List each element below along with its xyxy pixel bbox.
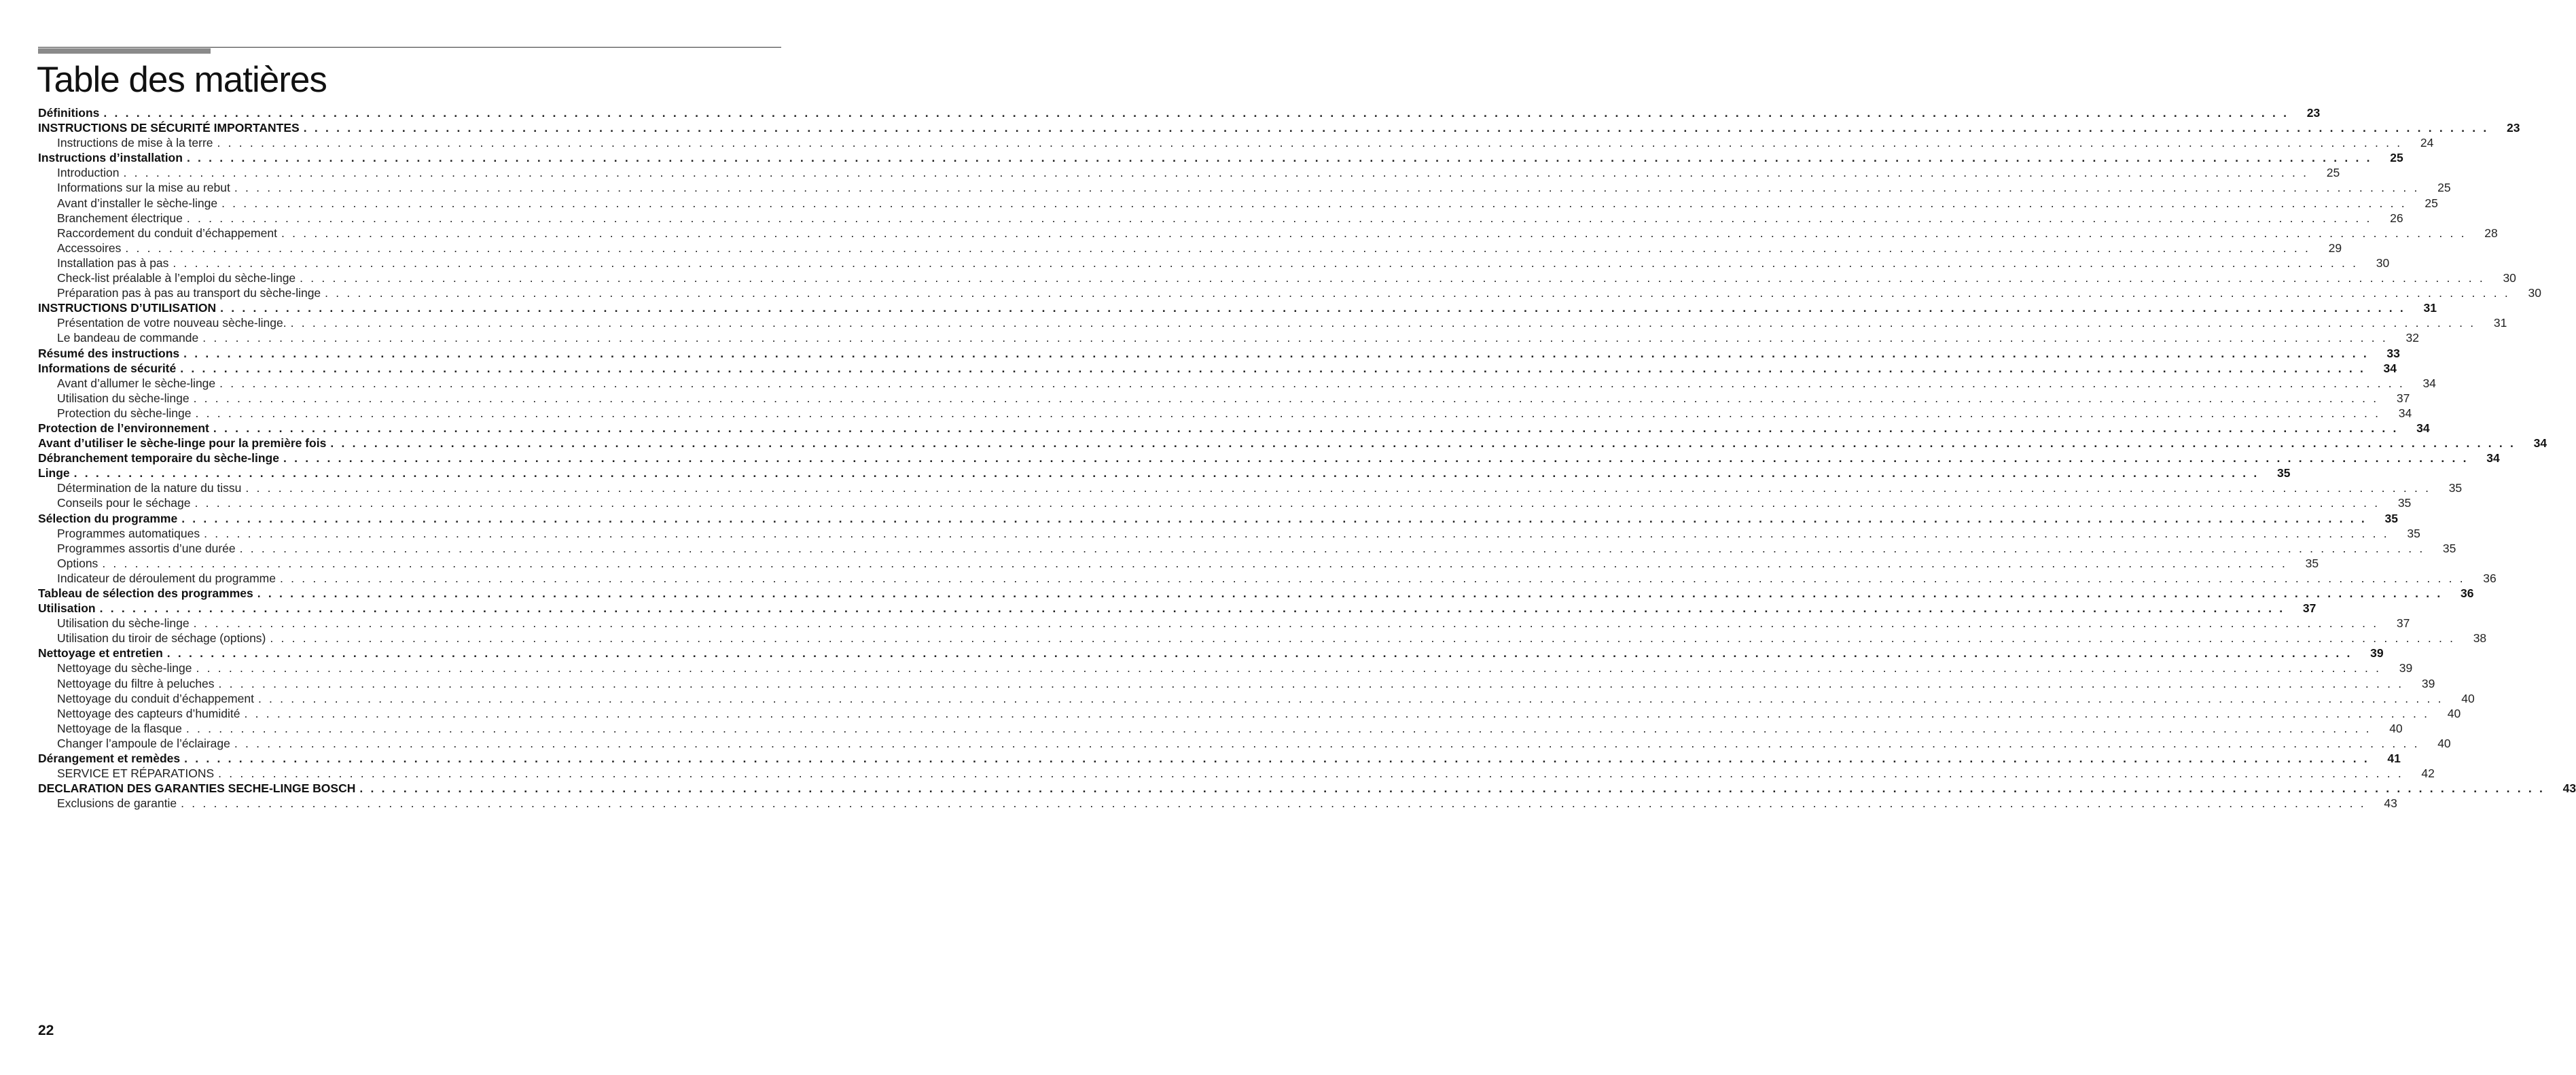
toc-subentry[interactable] bbox=[38, 796, 2397, 811]
toc-entry-page: 35 bbox=[2384, 511, 2398, 525]
toc-entry[interactable] bbox=[38, 451, 2500, 465]
toc-dot-leader: . . . . . . . . . . . . . . . . . . . . . . . . . . . . . . . . . . . . . . . . . . . . . . . . . . . . . . . . . . . . . . . . . . . . . . . . . . . . . . . . . . . . . . . . . . . . . . . . . . . . . . . . . . . . . . . . . . . . . . . . . . . . . . . . . . . . . . . . . . . . . . . . . . . . . . . . . . . . . . . . . . . . . . . . . . . . . . . . . . . . . . . . . . . . . . . . . . . . . . . . bbox=[217, 136, 2403, 150]
toc-entry-label: Accessoires bbox=[57, 241, 122, 255]
toc-dot-leader: . . . . . . . . . . . . . . . . . . . . . . . . . . . . . . . . . . . . . . . . . . . . . . . . . . . . . . . . . . . . . . . . . . . . . . . . . . . . . . . . . . . . . . . . . . . . . . . . . . . . . . . . . . . . . . . . . . . . . . . . . . . . . . . . . . . . . . . . . . . . . . . . . . . . . . . . . . . . . . . . . . . . . . . . . . . . . . . . . . . . . . . . . . . . . . . . . . . . . . . . bbox=[195, 406, 2381, 420]
toc-dot-leader: . . . . . . . . . . . . . . . . . . . . . . . . . . . . . . . . . . . . . . . . . . . . . . . . . . . . . . . . . . . . . . . . . . . . . . . . . . . . . . . . . . . . . . . . . . . . . . . . . . . . . . . . . . . . . . . . . . . . . . . . . . . . . . . . . . . . . . . . . . . . . . . . . . . . . . . . . . . . . . . . . . . . . . . . . . . . . . . . . . . . . . . . . . . . . . . . . . . . . . . . bbox=[123, 166, 2309, 180]
toc-entry-label: Nettoyage du sèche-linge bbox=[57, 661, 192, 675]
toc-entry-label: Protection de l’environnement bbox=[38, 421, 209, 435]
toc-entry-label: Options bbox=[57, 556, 99, 570]
toc-entry-label: Avant d’allumer le sèche-linge bbox=[57, 376, 216, 390]
toc-dot-leader: . . . . . . . . . . . . . . . . . . . . . . . . . . . . . . . . . . . . . . . . . . . . . . . . . . . . . . . . . . . . . . . . . . . . . . . . . . . . . . . . . . . . . . . . . . . . . . . . . . . . . . . . . . . . . . . . . . . . . . . . . . . . . . . . . . . . . . . . . . . . . . . . . . . . . . . . . . . . . . . . . . . . . . . . . . . . . . . . . . . . . . . . . . . . . . . . . . . . . . . . bbox=[303, 121, 2489, 135]
toc-entry-page: 30 bbox=[2528, 286, 2541, 300]
toc-entry-label: Débranchement temporaire du sèche-linge bbox=[38, 451, 279, 465]
toc-entry-label: Informations sur la mise au rebut bbox=[57, 181, 230, 195]
toc-subentry[interactable] bbox=[38, 406, 2412, 421]
toc-entry-page: 34 bbox=[2486, 451, 2500, 465]
toc-subentry[interactable] bbox=[38, 376, 2436, 391]
toc-subentry[interactable] bbox=[38, 541, 2456, 556]
toc-dot-leader: . . . . . . . . . . . . . . . . . . . . . . . . . . . . . . . . . . . . . . . . . . . . . . . . . . . . . . . . . . . . . . . . . . . . . . . . . . . . . . . . . . . . . . . . . . . . . . . . . . . . . . . . . . . . . . . . . . . . . . . . . . . . . . . . . . . . . . . . . . . . . . . . . . . . . . . . . . . . . . . . . . . . . . . . . . . . . . . . . . . . . . . . . . . . . . . . . . . . . . . . bbox=[330, 436, 2516, 451]
toc-dot-leader: . . . . . . . . . . . . . . . . . . . . . . . . . . . . . . . . . . . . . . . . . . . . . . . . . . . . . . . . . . . . . . . . . . . . . . . . . . . . . . . . . . . . . . . . . . . . . . . . . . . . . . . . . . . . . . . . . . . . . . . . . . . . . . . . . . . . . . . . . . . . . . . . . . . . . . . . . . . . . . . . . . . . . . . . . . . . . . . . . . . . . . . . . . . . . . . . . . . . . . . . bbox=[125, 241, 2311, 255]
toc-entry-page: 43 bbox=[2562, 781, 2576, 796]
toc-entry-label: Changer l’ampoule de l’éclairage bbox=[57, 736, 230, 750]
toc-subentry[interactable] bbox=[38, 721, 2403, 736]
toc-entry-label: Sélection du programme bbox=[38, 511, 178, 525]
toc-entry-page: 25 bbox=[2425, 196, 2438, 210]
toc-entry-label: Préparation pas à pas au transport du sèche-linge bbox=[57, 286, 321, 300]
toc-dot-leader: . . . . . . . . . . . . . . . . . . . . . . . . . . . . . . . . . . . . . . . . . . . . . . . . . . . . . . . . . . . . . . . . . . . . . . . . . . . . . . . . . . . . . . . . . . . . . . . . . . . . . . . . . . . . . . . . . . . . . . . . . . . . . . . . . . . . . . . . . . . . . . . . . . . . . . . . . . . . . . . . . . . . . . . . . . . . . . . . . . . . . . . . . . . . . . . . . . . . . . . . bbox=[185, 721, 2372, 735]
toc-entry-label: Protection du sèche-linge bbox=[57, 406, 192, 420]
toc-entry-page: 35 bbox=[2305, 556, 2319, 570]
toc-dot-leader: . . . . . . . . . . . . . . . . . . . . . . . . . . . . . . . . . . . . . . . . . . . . . . . . . . . . . . . . . . . . . . . . . . . . . . . . . . . . . . . . . . . . . . . . . . . . . . . . . . . . . . . . . . . . . . . . . . . . . . . . . . . . . . . . . . . . . . . . . . . . . . . . . . . . . . . . . . . . . . . . . . . . . . . . . . . . . . . . . . . . . . . . . . . . . . . . . . . . . . . . bbox=[281, 226, 2467, 240]
toc-entry-label: Programmes automatiques bbox=[57, 526, 200, 540]
toc-dot-leader: . . . . . . . . . . . . . . . . . . . . . . . . . . . . . . . . . . . . . . . . . . . . . . . . . . . . . . . . . . . . . . . . . . . . . . . . . . . . . . . . . . . . . . . . . . . . . . . . . . . . . . . . . . . . . . . . . . . . . . . . . . . . . . . . . . . . . . . . . . . . . . . . . . . . . . . . . . . . . . . . . . . . . . . . . . . . . . . . . . . . . . . . . . . . . . . . . . . . . . . . bbox=[186, 151, 2372, 165]
toc-entry-label: Utilisation du sèche-linge bbox=[57, 616, 190, 631]
toc-dot-leader: . . . . . . . . . . . . . . . . . . . . . . . . . . . . . . . . . . . . . . . . . . . . . . . . . . . . . . . . . . . . . . . . . . . . . . . . . . . . . . . . . . . . . . . . . . . . . . . . . . . . . . . . . . . . . . . . . . . . . . . . . . . . . . . . . . . . . . . . . . . . . . . . . . . . . . . . . . . . . . . . . . . . . . . . . . . . . . . . . . . . . . . . . . . . . . . . . . . . . . . . bbox=[193, 391, 2379, 405]
page-number: 22 bbox=[38, 1023, 54, 1038]
header-rule bbox=[38, 47, 781, 48]
toc-entry-label: Dérangement et remèdes bbox=[38, 752, 181, 766]
toc-entry-page: 35 bbox=[2442, 541, 2456, 555]
toc-entry-page: 37 bbox=[2302, 601, 2316, 616]
toc-entry-label: Présentation de votre nouveau sèche-linge. bbox=[57, 316, 287, 330]
toc-dot-leader: . . . . . . . . . . . . . . . . . . . . . . . . . . . . . . . . . . . . . . . . . . . . . . . . . . . . . . . . . . . . . . . . . . . . . . . . . . . . . . . . . . . . . . . . . . . . . . . . . . . . . . . . . . . . . . . . . . . . . . . . . . . . . . . . . . . . . . . . . . . . . . . . . . . . . . . . . . . . . . . . . . . . . . . . . . . . . . . . . . . . . . . . . . . . . . . . . . . . . . . . bbox=[300, 271, 2485, 285]
toc-entry-label: Utilisation du sèche-linge bbox=[57, 391, 190, 405]
toc-entry-label: INSTRUCTIONS DE SÉCURITÉ IMPORTANTES bbox=[38, 121, 300, 135]
toc-dot-leader: . . . . . . . . . . . . . . . . . . . . . . . . . . . . . . . . . . . . . . . . . . . . . . . . . . . . . . . . . . . . . . . . . . . . . . . . . . . . . . . . . . . . . . . . . . . . . . . . . . . . . . . . . . . . . . . . . . . . . . . . . . . . . . . . . . . . . . . . . . . . . . . . . . . . . . . . . . . . . . . . . . . . . . . . . . . . . . . . . . . . . . . . . . . . . . . . . . . . . . . . bbox=[186, 211, 2372, 225]
toc-subentry[interactable] bbox=[38, 226, 2498, 241]
toc-entry-page: 31 bbox=[2493, 316, 2507, 330]
toc-entry-label: Conseils pour le séchage bbox=[57, 496, 191, 510]
toc-subentry[interactable] bbox=[38, 571, 2497, 586]
toc-entry-page: 34 bbox=[2383, 361, 2397, 375]
toc-entry-page: 30 bbox=[2376, 255, 2390, 270]
toc-entry-page: 40 bbox=[2447, 706, 2461, 720]
toc-entry-label: Linge bbox=[38, 466, 70, 480]
toc-entry[interactable] bbox=[38, 646, 2384, 660]
toc-entry-page: 34 bbox=[2533, 436, 2547, 451]
toc-entry-page: 24 bbox=[2420, 136, 2434, 150]
toc-entry-page: 36 bbox=[2461, 586, 2474, 600]
toc-entry-page: 41 bbox=[2387, 752, 2401, 766]
toc-dot-leader: . . . . . . . . . . . . . . . . . . . . . . . . . . . . . . . . . . . . . . . . . . . . . . . . . . . . . . . . . . . . . . . . . . . . . . . . . . . . . . . . . . . . . . . . . . . . . . . . . . . . . . . . . . . . . . . . . . . . . . . . . . . . . . . . . . . . . . . . . . . . . . . . . . . . . . . . . . . . . . . . . . . . . . . . . . . . . . . . . . . . . . . . . . . . . . . . . . . . . . . . bbox=[218, 676, 2404, 690]
toc-entry[interactable] bbox=[38, 361, 2397, 376]
toc-entry-page: 37 bbox=[2396, 616, 2410, 631]
toc-entry-label: Check-list préalable à l’emploi du sèche-linge bbox=[57, 271, 296, 285]
toc-entry-label: Nettoyage du filtre à peluches bbox=[57, 676, 215, 690]
toc-entry[interactable] bbox=[38, 105, 2321, 120]
toc-dot-leader: . . . . . . . . . . . . . . . . . . . . . . . . . . . . . . . . . . . . . . . . . . . . . . . . . . . . . . . . . . . . . . . . . . . . . . . . . . . . . . . . . . . . . . . . . . . . . . . . . . . . . . . . . . . . . . . . . . . . . . . . . . . . . . . . . . . . . . . . . . . . . . . . . . . . . . . . . . . . . . . . . . . . . . . . . . . . . . . . . . . . . . . . . . . . . . . . . . . . . . . . bbox=[166, 646, 2353, 660]
toc-entry-label: Raccordement du conduit d’échappement bbox=[57, 226, 277, 240]
toc-subentry[interactable] bbox=[38, 736, 2451, 751]
toc-subentry[interactable] bbox=[38, 676, 2435, 691]
toc-entry-page: 43 bbox=[2384, 796, 2397, 811]
table-of-contents bbox=[38, 105, 2576, 811]
toc-dot-leader: . . . . . . . . . . . . . . . . . . . . . . . . . . . . . . . . . . . . . . . . . . . . . . . . . . . . . . . . . . . . . . . . . . . . . . . . . . . . . . . . . . . . . . . . . . . . . . . . . . . . . . . . . . . . . . . . . . . . . . . . . . . . . . . . . . . . . . . . . . . . . . . . . . . . . . . . . . . . . . . . . . . . . . . . . . . . . . . . . . . . . . . . . . . . . . . . . . . . . . . . bbox=[173, 255, 2359, 270]
toc-subentry[interactable] bbox=[38, 616, 2410, 631]
toc-entry-label: Installation pas à pas bbox=[57, 255, 169, 270]
toc-dot-leader: . . . . . . . . . . . . . . . . . . . . . . . . . . . . . . . . . . . . . . . . . . . . . . . . . . . . . . . . . . . . . . . . . . . . . . . . . . . . . . . . . . . . . . . . . . . . . . . . . . . . . . . . . . . . . . . . . . . . . . . . . . . . . . . . . . . . . . . . . . . . . . . . . . . . . . . . . . . . . . . . . . . . . . . . . . . . . . . . . . . . . . . . . . . . . . . . . . . . . . . . bbox=[244, 706, 2430, 720]
toc-dot-leader: . . . . . . . . . . . . . . . . . . . . . . . . . . . . . . . . . . . . . . . . . . . . . . . . . . . . . . . . . . . . . . . . . . . . . . . . . . . . . . . . . . . . . . . . . . . . . . . . . . . . . . . . . . . . . . . . . . . . . . . . . . . . . . . . . . . . . . . . . . . . . . . . . . . . . . . . . . . . . . . . . . . . . . . . . . . . . . . . . . . . . . . . . . . . . . . . . . . . . . . . bbox=[257, 586, 2443, 600]
toc-entry-page: 25 bbox=[2326, 166, 2340, 180]
toc-entry[interactable] bbox=[38, 421, 2430, 436]
toc-entry-label: Indicateur de déroulement du programme bbox=[57, 571, 276, 585]
toc-dot-leader: . . . . . . . . . . . . . . . . . . . . . . . . . . . . . . . . . . . . . . . . . . . . . . . . . . . . . . . . . . . . . . . . . . . . . . . . . . . . . . . . . . . . . . . . . . . . . . . . . . . . . . . . . . . . . . . . . . . . . . . . . . . . . . . . . . . . . . . . . . . . . . . . . . . . . . . . . . . . . . . . . . . . . . . . . . . . . . . . . . . . . . . . . . . . . . . . . . . . . . . . bbox=[234, 736, 2420, 750]
toc-dot-leader: . . . . . . . . . . . . . . . . . . . . . . . . . . . . . . . . . . . . . . . . . . . . . . . . . . . . . . . . . . . . . . . . . . . . . . . . . . . . . . . . . . . . . . . . . . . . . . . . . . . . . . . . . . . . . . . . . . . . . . . . . . . . . . . . . . . . . . . . . . . . . . . . . . . . . . . . . . . . . . . . . . . . . . . . . . . . . . . . . . . . . . . . . . . . . . . . . . . . . . . . bbox=[359, 781, 2545, 796]
toc-dot-leader: . . . . . . . . . . . . . . . . . . . . . . . . . . . . . . . . . . . . . . . . . . . . . . . . . . . . . . . . . . . . . . . . . . . . . . . . . . . . . . . . . . . . . . . . . . . . . . . . . . . . . . . . . . . . . . . . . . . . . . . . . . . . . . . . . . . . . . . . . . . . . . . . . . . . . . . . . . . . . . . . . . . . . . . . . . . . . . . . . . . . . . . . . . . . . . . . . . . . . . . . bbox=[257, 691, 2444, 705]
toc-dot-leader: . . . . . . . . . . . . . . . . . . . . . . . . . . . . . . . . . . . . . . . . . . . . . . . . . . . . . . . . . . . . . . . . . . . . . . . . . . . . . . . . . . . . . . . . . . . . . . . . . . . . . . . . . . . . . . . . . . . . . . . . . . . . . . . . . . . . . . . . . . . . . . . . . . . . . . . . . . . . . . . . . . . . . . . . . . . . . . . . . . . . . . . . . . . . . . . . . . . . . . . . bbox=[234, 181, 2420, 195]
toc-subentry[interactable] bbox=[38, 165, 2340, 180]
toc-dot-leader: . . . . . . . . . . . . . . . . . . . . . . . . . . . . . . . . . . . . . . . . . . . . . . . . . . . . . . . . . . . . . . . . . . . . . . . . . . . . . . . . . . . . . . . . . . . . . . . . . . . . . . . . . . . . . . . . . . . . . . . . . . . . . . . . . . . . . . . . . . . . . . . . . . . . . . . . . . . . . . . . . . . . . . . . . . . . . . . . . . . . . . . . . . . . . . . . . . . . . . . . bbox=[183, 346, 2369, 360]
toc-entry-label: Tableau de sélection des programmes bbox=[38, 586, 253, 600]
toc-dot-leader: . . . . . . . . . . . . . . . . . . . . . . . . . . . . . . . . . . . . . . . . . . . . . . . . . . . . . . . . . . . . . . . . . . . . . . . . . . . . . . . . . . . . . . . . . . . . . . . . . . . . . . . . . . . . . . . . . . . . . . . . . . . . . . . . . . . . . . . . . . . . . . . . . . . . . . . . . . . . . . . . . . . . . . . . . . . . . . . . . . . . . . . . . . . . . . . . . . . . . . . . bbox=[184, 752, 2369, 766]
toc-subentry[interactable] bbox=[38, 556, 2319, 571]
toc-entry-page: 32 bbox=[2405, 331, 2419, 345]
toc-dot-leader: . . . . . . . . . . . . . . . . . . . . . . . . . . . . . . . . . . . . . . . . . . . . . . . . . . . . . . . . . . . . . . . . . . . . . . . . . . . . . . . . . . . . . . . . . . . . . . . . . . . . . . . . . . . . . . . . . . . . . . . . . . . . . . . . . . . . . . . . . . . . . . . . . . . . . . . . . . . . . . . . . . . . . . . . . . . . . . . . . . . . . . . . . . . . . . . . . . . . . . . . bbox=[194, 496, 2380, 510]
toc-entry-page: 35 bbox=[2397, 496, 2412, 510]
toc-entry-page: 33 bbox=[2386, 346, 2400, 360]
toc-dot-leader: . . . . . . . . . . . . . . . . . . . . . . . . . . . . . . . . . . . . . . . . . . . . . . . . . . . . . . . . . . . . . . . . . . . . . . . . . . . . . . . . . . . . . . . . . . . . . . . . . . . . . . . . . . . . . . . . . . . . . . . . . . . . . . . . . . . . . . . . . . . . . . . . . . . . . . . . . . . . . . . . . . . . . . . . . . . . . . . . . . . . . . . . . . . . . . . . . . . . . . . . bbox=[245, 481, 2431, 495]
toc-entry[interactable] bbox=[38, 150, 2403, 165]
toc-entry-label: Détermination de la nature du tissu bbox=[57, 481, 242, 495]
toc-dot-leader: . . . . . . . . . . . . . . . . . . . . . . . . . . . . . . . . . . . . . . . . . . . . . . . . . . . . . . . . . . . . . . . . . . . . . . . . . . . . . . . . . . . . . . . . . . . . . . . . . . . . . . . . . . . . . . . . . . . . . . . . . . . . . . . . . . . . . . . . . . . . . . . . . . . . . . . . . . . . . . . . . . . . . . . . . . . . . . . . . . . . . . . . . . . . . . . . . . . . . . . . bbox=[325, 286, 2510, 300]
toc-entry[interactable] bbox=[38, 120, 2520, 135]
toc-entry-page: 25 bbox=[2390, 151, 2403, 165]
toc-entry[interactable] bbox=[38, 300, 2437, 315]
toc-dot-leader: . . . . . . . . . . . . . . . . . . . . . . . . . . . . . . . . . . . . . . . . . . . . . . . . . . . . . . . . . . . . . . . . . . . . . . . . . . . . . . . . . . . . . . . . . . . . . . . . . . . . . . . . . . . . . . . . . . . . . . . . . . . . . . . . . . . . . . . . . . . . . . . . . . . . . . . . . . . . . . . . . . . . . . . . . . . . . . . . . . . . . . . . . . . . . . . . . . . . . . . . bbox=[239, 541, 2425, 555]
toc-entry-page: 25 bbox=[2437, 181, 2451, 195]
toc-dot-leader: . . . . . . . . . . . . . . . . . . . . . . . . . . . . . . . . . . . . . . . . . . . . . . . . . . . . . . . . . . . . . . . . . . . . . . . . . . . . . . . . . . . . . . . . . . . . . . . . . . . . . . . . . . . . . . . . . . . . . . . . . . . . . . . . . . . . . . . . . . . . . . . . . . . . . . . . . . . . . . . . . . . . . . . . . . . . . . . . . . . . . . . . . . . . . . . . . . . . . . . . bbox=[103, 106, 2289, 120]
toc-dot-leader: . . . . . . . . . . . . . . . . . . . . . . . . . . . . . . . . . . . . . . . . . . . . . . . . . . . . . . . . . . . . . . . . . . . . . . . . . . . . . . . . . . . . . . . . . . . . . . . . . . . . . . . . . . . . . . . . . . . . . . . . . . . . . . . . . . . . . . . . . . . . . . . . . . . . . . . . . . . . . . . . . . . . . . . . . . . . . . . . . . . . . . . . . . . . . . . . . . . . . . . . bbox=[213, 421, 2399, 435]
toc-subentry[interactable] bbox=[38, 211, 2403, 226]
toc-subentry[interactable] bbox=[38, 631, 2487, 646]
toc-subentry[interactable] bbox=[38, 391, 2410, 406]
toc-subentry[interactable] bbox=[38, 330, 2419, 345]
toc-subentry[interactable] bbox=[38, 526, 2420, 541]
toc-entry-label: DECLARATION DES GARANTIES SECHE-LINGE BOSCH bbox=[38, 781, 356, 796]
toc-entry-page: 36 bbox=[2483, 571, 2497, 585]
toc-entry-label: Le bandeau de commande bbox=[57, 331, 199, 345]
toc-subentry[interactable] bbox=[38, 241, 2342, 255]
toc-subentry[interactable] bbox=[38, 766, 2435, 781]
toc-entry-label: Nettoyage et entretien bbox=[38, 646, 163, 660]
toc-entry-label: Avant d’utiliser le sèche-linge pour la première fois bbox=[38, 436, 327, 451]
toc-subentry[interactable] bbox=[38, 270, 2516, 285]
toc-entry[interactable] bbox=[38, 586, 2474, 601]
toc-entry-label: INSTRUCTIONS D’UTILISATION bbox=[38, 301, 217, 315]
toc-entry-page: 30 bbox=[2503, 271, 2516, 285]
toc-subentry[interactable] bbox=[38, 706, 2461, 721]
toc-dot-leader: . . . . . . . . . . . . . . . . . . . . . . . . . . . . . . . . . . . . . . . . . . . . . . . . . . . . . . . . . . . . . . . . . . . . . . . . . . . . . . . . . . . . . . . . . . . . . . . . . . . . . . . . . . . . . . . . . . . . . . . . . . . . . . . . . . . . . . . . . . . . . . . . . . . . . . . . . . . . . . . . . . . . . . . . . . . . . . . . . . . . . . . . . . . . . . . . . . . . . . . . bbox=[181, 796, 2366, 811]
toc-dot-leader: . . . . . . . . . . . . . . . . . . . . . . . . . . . . . . . . . . . . . . . . . . . . . . . . . . . . . . . . . . . . . . . . . . . . . . . . . . . . . . . . . . . . . . . . . . . . . . . . . . . . . . . . . . . . . . . . . . . . . . . . . . . . . . . . . . . . . . . . . . . . . . . . . . . . . . . . . . . . . . . . . . . . . . . . . . . . . . . . . . . . . . . . . . . . . . . . . . . . . . . . bbox=[202, 331, 2388, 345]
toc-entry-page: 23 bbox=[2507, 121, 2520, 135]
toc-dot-leader: . . . . . . . . . . . . . . . . . . . . . . . . . . . . . . . . . . . . . . . . . . . . . . . . . . . . . . . . . . . . . . . . . . . . . . . . . . . . . . . . . . . . . . . . . . . . . . . . . . . . . . . . . . . . . . . . . . . . . . . . . . . . . . . . . . . . . . . . . . . . . . . . . . . . . . . . . . . . . . . . . . . . . . . . . . . . . . . . . . . . . . . . . . . . . . . . . . . . . . . . bbox=[219, 376, 2405, 390]
toc-dot-leader: . . . . . . . . . . . . . . . . . . . . . . . . . . . . . . . . . . . . . . . . . . . . . . . . . . . . . . . . . . . . . . . . . . . . . . . . . . . . . . . . . . . . . . . . . . . . . . . . . . . . . . . . . . . . . . . . . . . . . . . . . . . . . . . . . . . . . . . . . . . . . . . . . . . . . . . . . . . . . . . . . . . . . . . . . . . . . . . . . . . . . . . . . . . . . . . . . . . . . . . . bbox=[280, 571, 2465, 585]
toc-entry-page: 28 bbox=[2484, 226, 2498, 240]
toc-dot-leader: . . . . . . . . . . . . . . . . . . . . . . . . . . . . . . . . . . . . . . . . . . . . . . . . . . . . . . . . . . . . . . . . . . . . . . . . . . . . . . . . . . . . . . . . . . . . . . . . . . . . . . . . . . . . . . . . . . . . . . . . . . . . . . . . . . . . . . . . . . . . . . . . . . . . . . . . . . . . . . . . . . . . . . . . . . . . . . . . . . . . . . . . . . . . . . . . . . . . . . . . bbox=[290, 316, 2476, 330]
toc-entry-label: Utilisation bbox=[38, 601, 96, 616]
toc-entry-page: 34 bbox=[2416, 421, 2430, 435]
toc-entry-label: SERVICE ET RÉPARATIONS bbox=[57, 766, 215, 781]
toc-dot-leader: . . . . . . . . . . . . . . . . . . . . . . . . . . . . . . . . . . . . . . . . . . . . . . . . . . . . . . . . . . . . . . . . . . . . . . . . . . . . . . . . . . . . . . . . . . . . . . . . . . . . . . . . . . . . . . . . . . . . . . . . . . . . . . . . . . . . . . . . . . . . . . . . . . . . . . . . . . . . . . . . . . . . . . . . . . . . . . . . . . . . . . . . . . . . . . . . . . . . . . . . bbox=[221, 196, 2407, 210]
toc-dot-leader: . . . . . . . . . . . . . . . . . . . . . . . . . . . . . . . . . . . . . . . . . . . . . . . . . . . . . . . . . . . . . . . . . . . . . . . . . . . . . . . . . . . . . . . . . . . . . . . . . . . . . . . . . . . . . . . . . . . . . . . . . . . . . . . . . . . . . . . . . . . . . . . . . . . . . . . . . . . . . . . . . . . . . . . . . . . . . . . . . . . . . . . . . . . . . . . . . . . . . . . . bbox=[73, 466, 2259, 480]
toc-entry-label: Nettoyage de la flasque bbox=[57, 721, 182, 735]
toc-entry-label: Instructions d’installation bbox=[38, 151, 183, 165]
toc-entry-label: Nettoyage des capteurs d’humidité bbox=[57, 706, 240, 720]
toc-dot-leader: . . . . . . . . . . . . . . . . . . . . . . . . . . . . . . . . . . . . . . . . . . . . . . . . . . . . . . . . . . . . . . . . . . . . . . . . . . . . . . . . . . . . . . . . . . . . . . . . . . . . . . . . . . . . . . . . . . . . . . . . . . . . . . . . . . . . . . . . . . . . . . . . . . . . . . . . . . . . . . . . . . . . . . . . . . . . . . . . . . . . . . . . . . . . . . . . . . . . . . . . bbox=[270, 631, 2456, 646]
toc-entry-page: 39 bbox=[2399, 661, 2413, 675]
toc-dot-leader: . . . . . . . . . . . . . . . . . . . . . . . . . . . . . . . . . . . . . . . . . . . . . . . . . . . . . . . . . . . . . . . . . . . . . . . . . . . . . . . . . . . . . . . . . . . . . . . . . . . . . . . . . . . . . . . . . . . . . . . . . . . . . . . . . . . . . . . . . . . . . . . . . . . . . . . . . . . . . . . . . . . . . . . . . . . . . . . . . . . . . . . . . . . . . . . . . . . . . . . . bbox=[99, 601, 2285, 616]
toc-subentry[interactable] bbox=[38, 691, 2475, 706]
toc-entry[interactable] bbox=[38, 346, 2400, 361]
toc-entry-page: 37 bbox=[2396, 391, 2410, 405]
toc-entry-page: 31 bbox=[2423, 301, 2437, 315]
toc-entry-page: 23 bbox=[2306, 106, 2321, 120]
toc-subentry[interactable] bbox=[38, 135, 2434, 150]
toc-subentry[interactable] bbox=[38, 495, 2412, 510]
toc-entry-label: Instructions de mise à la terre bbox=[57, 136, 213, 150]
toc-entry-page: 39 bbox=[2370, 646, 2384, 660]
toc-dot-leader: . . . . . . . . . . . . . . . . . . . . . . . . . . . . . . . . . . . . . . . . . . . . . . . . . . . . . . . . . . . . . . . . . . . . . . . . . . . . . . . . . . . . . . . . . . . . . . . . . . . . . . . . . . . . . . . . . . . . . . . . . . . . . . . . . . . . . . . . . . . . . . . . . . . . . . . . . . . . . . . . . . . . . . . . . . . . . . . . . . . . . . . . . . . . . . . . . . . . . . . . bbox=[102, 556, 2288, 570]
toc-entry[interactable] bbox=[38, 511, 2398, 526]
toc-dot-leader: . . . . . . . . . . . . . . . . . . . . . . . . . . . . . . . . . . . . . . . . . . . . . . . . . . . . . . . . . . . . . . . . . . . . . . . . . . . . . . . . . . . . . . . . . . . . . . . . . . . . . . . . . . . . . . . . . . . . . . . . . . . . . . . . . . . . . . . . . . . . . . . . . . . . . . . . . . . . . . . . . . . . . . . . . . . . . . . . . . . . . . . . . . . . . . . . . . . . . . . . bbox=[220, 301, 2405, 315]
toc-dot-leader: . . . . . . . . . . . . . . . . . . . . . . . . . . . . . . . . . . . . . . . . . . . . . . . . . . . . . . . . . . . . . . . . . . . . . . . . . . . . . . . . . . . . . . . . . . . . . . . . . . . . . . . . . . . . . . . . . . . . . . . . . . . . . . . . . . . . . . . . . . . . . . . . . . . . . . . . . . . . . . . . . . . . . . . . . . . . . . . . . . . . . . . . . . . . . . . . . . . . . . . . bbox=[196, 661, 2382, 675]
toc-entry-page: 40 bbox=[2461, 691, 2475, 705]
toc-dot-leader: . . . . . . . . . . . . . . . . . . . . . . . . . . . . . . . . . . . . . . . . . . . . . . . . . . . . . . . . . . . . . . . . . . . . . . . . . . . . . . . . . . . . . . . . . . . . . . . . . . . . . . . . . . . . . . . . . . . . . . . . . . . . . . . . . . . . . . . . . . . . . . . . . . . . . . . . . . . . . . . . . . . . . . . . . . . . . . . . . . . . . . . . . . . . . . . . . . . . . . . . bbox=[193, 616, 2379, 631]
toc-subentry[interactable] bbox=[38, 180, 2451, 195]
toc-subentry[interactable] bbox=[38, 285, 2541, 300]
toc-dot-leader: . . . . . . . . . . . . . . . . . . . . . . . . . . . . . . . . . . . . . . . . . . . . . . . . . . . . . . . . . . . . . . . . . . . . . . . . . . . . . . . . . . . . . . . . . . . . . . . . . . . . . . . . . . . . . . . . . . . . . . . . . . . . . . . . . . . . . . . . . . . . . . . . . . . . . . . . . . . . . . . . . . . . . . . . . . . . . . . . . . . . . . . . . . . . . . . . . . . . . . . . bbox=[180, 361, 2366, 375]
toc-entry-label: Utilisation du tiroir de séchage (options) bbox=[57, 631, 266, 646]
toc-subentry[interactable] bbox=[38, 255, 2390, 270]
toc-entry-label: Résumé des instructions bbox=[38, 346, 180, 360]
toc-entry-page: 35 bbox=[2407, 526, 2420, 540]
toc-entry-label: Exclusions de garantie bbox=[57, 796, 177, 811]
toc-entry-page: 39 bbox=[2421, 676, 2435, 690]
toc-entry-page: 29 bbox=[2328, 241, 2342, 255]
toc-entry-page: 34 bbox=[2398, 406, 2412, 420]
toc-entry-page: 26 bbox=[2390, 211, 2403, 225]
toc-entry[interactable] bbox=[38, 601, 2316, 616]
toc-dot-leader: . . . . . . . . . . . . . . . . . . . . . . . . . . . . . . . . . . . . . . . . . . . . . . . . . . . . . . . . . . . . . . . . . . . . . . . . . . . . . . . . . . . . . . . . . . . . . . . . . . . . . . . . . . . . . . . . . . . . . . . . . . . . . . . . . . . . . . . . . . . . . . . . . . . . . . . . . . . . . . . . . . . . . . . . . . . . . . . . . . . . . . . . . . . . . . . . . . . . . . . . bbox=[218, 766, 2403, 781]
toc-entry-label: Branchement électrique bbox=[57, 211, 183, 225]
toc-subentry[interactable] bbox=[38, 660, 2413, 675]
toc-entry-page: 34 bbox=[2422, 376, 2436, 390]
toc-entry-page: 38 bbox=[2473, 631, 2487, 646]
toc-entry[interactable] bbox=[38, 781, 2576, 796]
toc-dot-leader: . . . . . . . . . . . . . . . . . . . . . . . . . . . . . . . . . . . . . . . . . . . . . . . . . . . . . . . . . . . . . . . . . . . . . . . . . . . . . . . . . . . . . . . . . . . . . . . . . . . . . . . . . . . . . . . . . . . . . . . . . . . . . . . . . . . . . . . . . . . . . . . . . . . . . . . . . . . . . . . . . . . . . . . . . . . . . . . . . . . . . . . . . . . . . . . . . . . . . . . . bbox=[204, 526, 2389, 540]
page-title: Table des matières bbox=[37, 60, 327, 100]
toc-entry-label: Informations de sécurité bbox=[38, 361, 177, 375]
toc-entry-label: Programmes assortis d’une durée bbox=[57, 541, 236, 555]
toc-subentry[interactable] bbox=[38, 315, 2507, 330]
toc-entry-page: 40 bbox=[2389, 721, 2403, 735]
toc-entry-page: 35 bbox=[2276, 466, 2291, 480]
toc-entry-page: 40 bbox=[2437, 736, 2451, 750]
toc-entry-label: Nettoyage du conduit d’échappement bbox=[57, 691, 254, 705]
toc-dot-leader: . . . . . . . . . . . . . . . . . . . . . . . . . . . . . . . . . . . . . . . . . . . . . . . . . . . . . . . . . . . . . . . . . . . . . . . . . . . . . . . . . . . . . . . . . . . . . . . . . . . . . . . . . . . . . . . . . . . . . . . . . . . . . . . . . . . . . . . . . . . . . . . . . . . . . . . . . . . . . . . . . . . . . . . . . . . . . . . . . . . . . . . . . . . . . . . . . . . . . . . . bbox=[181, 511, 2367, 525]
toc-dot-leader: . . . . . . . . . . . . . . . . . . . . . . . . . . . . . . . . . . . . . . . . . . . . . . . . . . . . . . . . . . . . . . . . . . . . . . . . . . . . . . . . . . . . . . . . . . . . . . . . . . . . . . . . . . . . . . . . . . . . . . . . . . . . . . . . . . . . . . . . . . . . . . . . . . . . . . . . . . . . . . . . . . . . . . . . . . . . . . . . . . . . . . . . . . . . . . . . . . . . . . . . bbox=[283, 451, 2469, 465]
toc-entry[interactable] bbox=[38, 751, 2401, 766]
header-accent-bar bbox=[38, 48, 211, 54]
toc-entry-label: Avant d’installer le sèche-linge bbox=[57, 196, 218, 210]
toc-entry-label: Introduction bbox=[57, 166, 120, 180]
toc-subentry[interactable] bbox=[38, 196, 2438, 211]
toc-subentry[interactable] bbox=[38, 480, 2463, 495]
toc-entry[interactable] bbox=[38, 465, 2291, 480]
toc-entry-page: 42 bbox=[2421, 766, 2435, 781]
toc-entry-label: Définitions bbox=[38, 106, 100, 120]
toc-entry[interactable] bbox=[38, 436, 2547, 451]
toc-entry-page: 35 bbox=[2448, 481, 2463, 495]
